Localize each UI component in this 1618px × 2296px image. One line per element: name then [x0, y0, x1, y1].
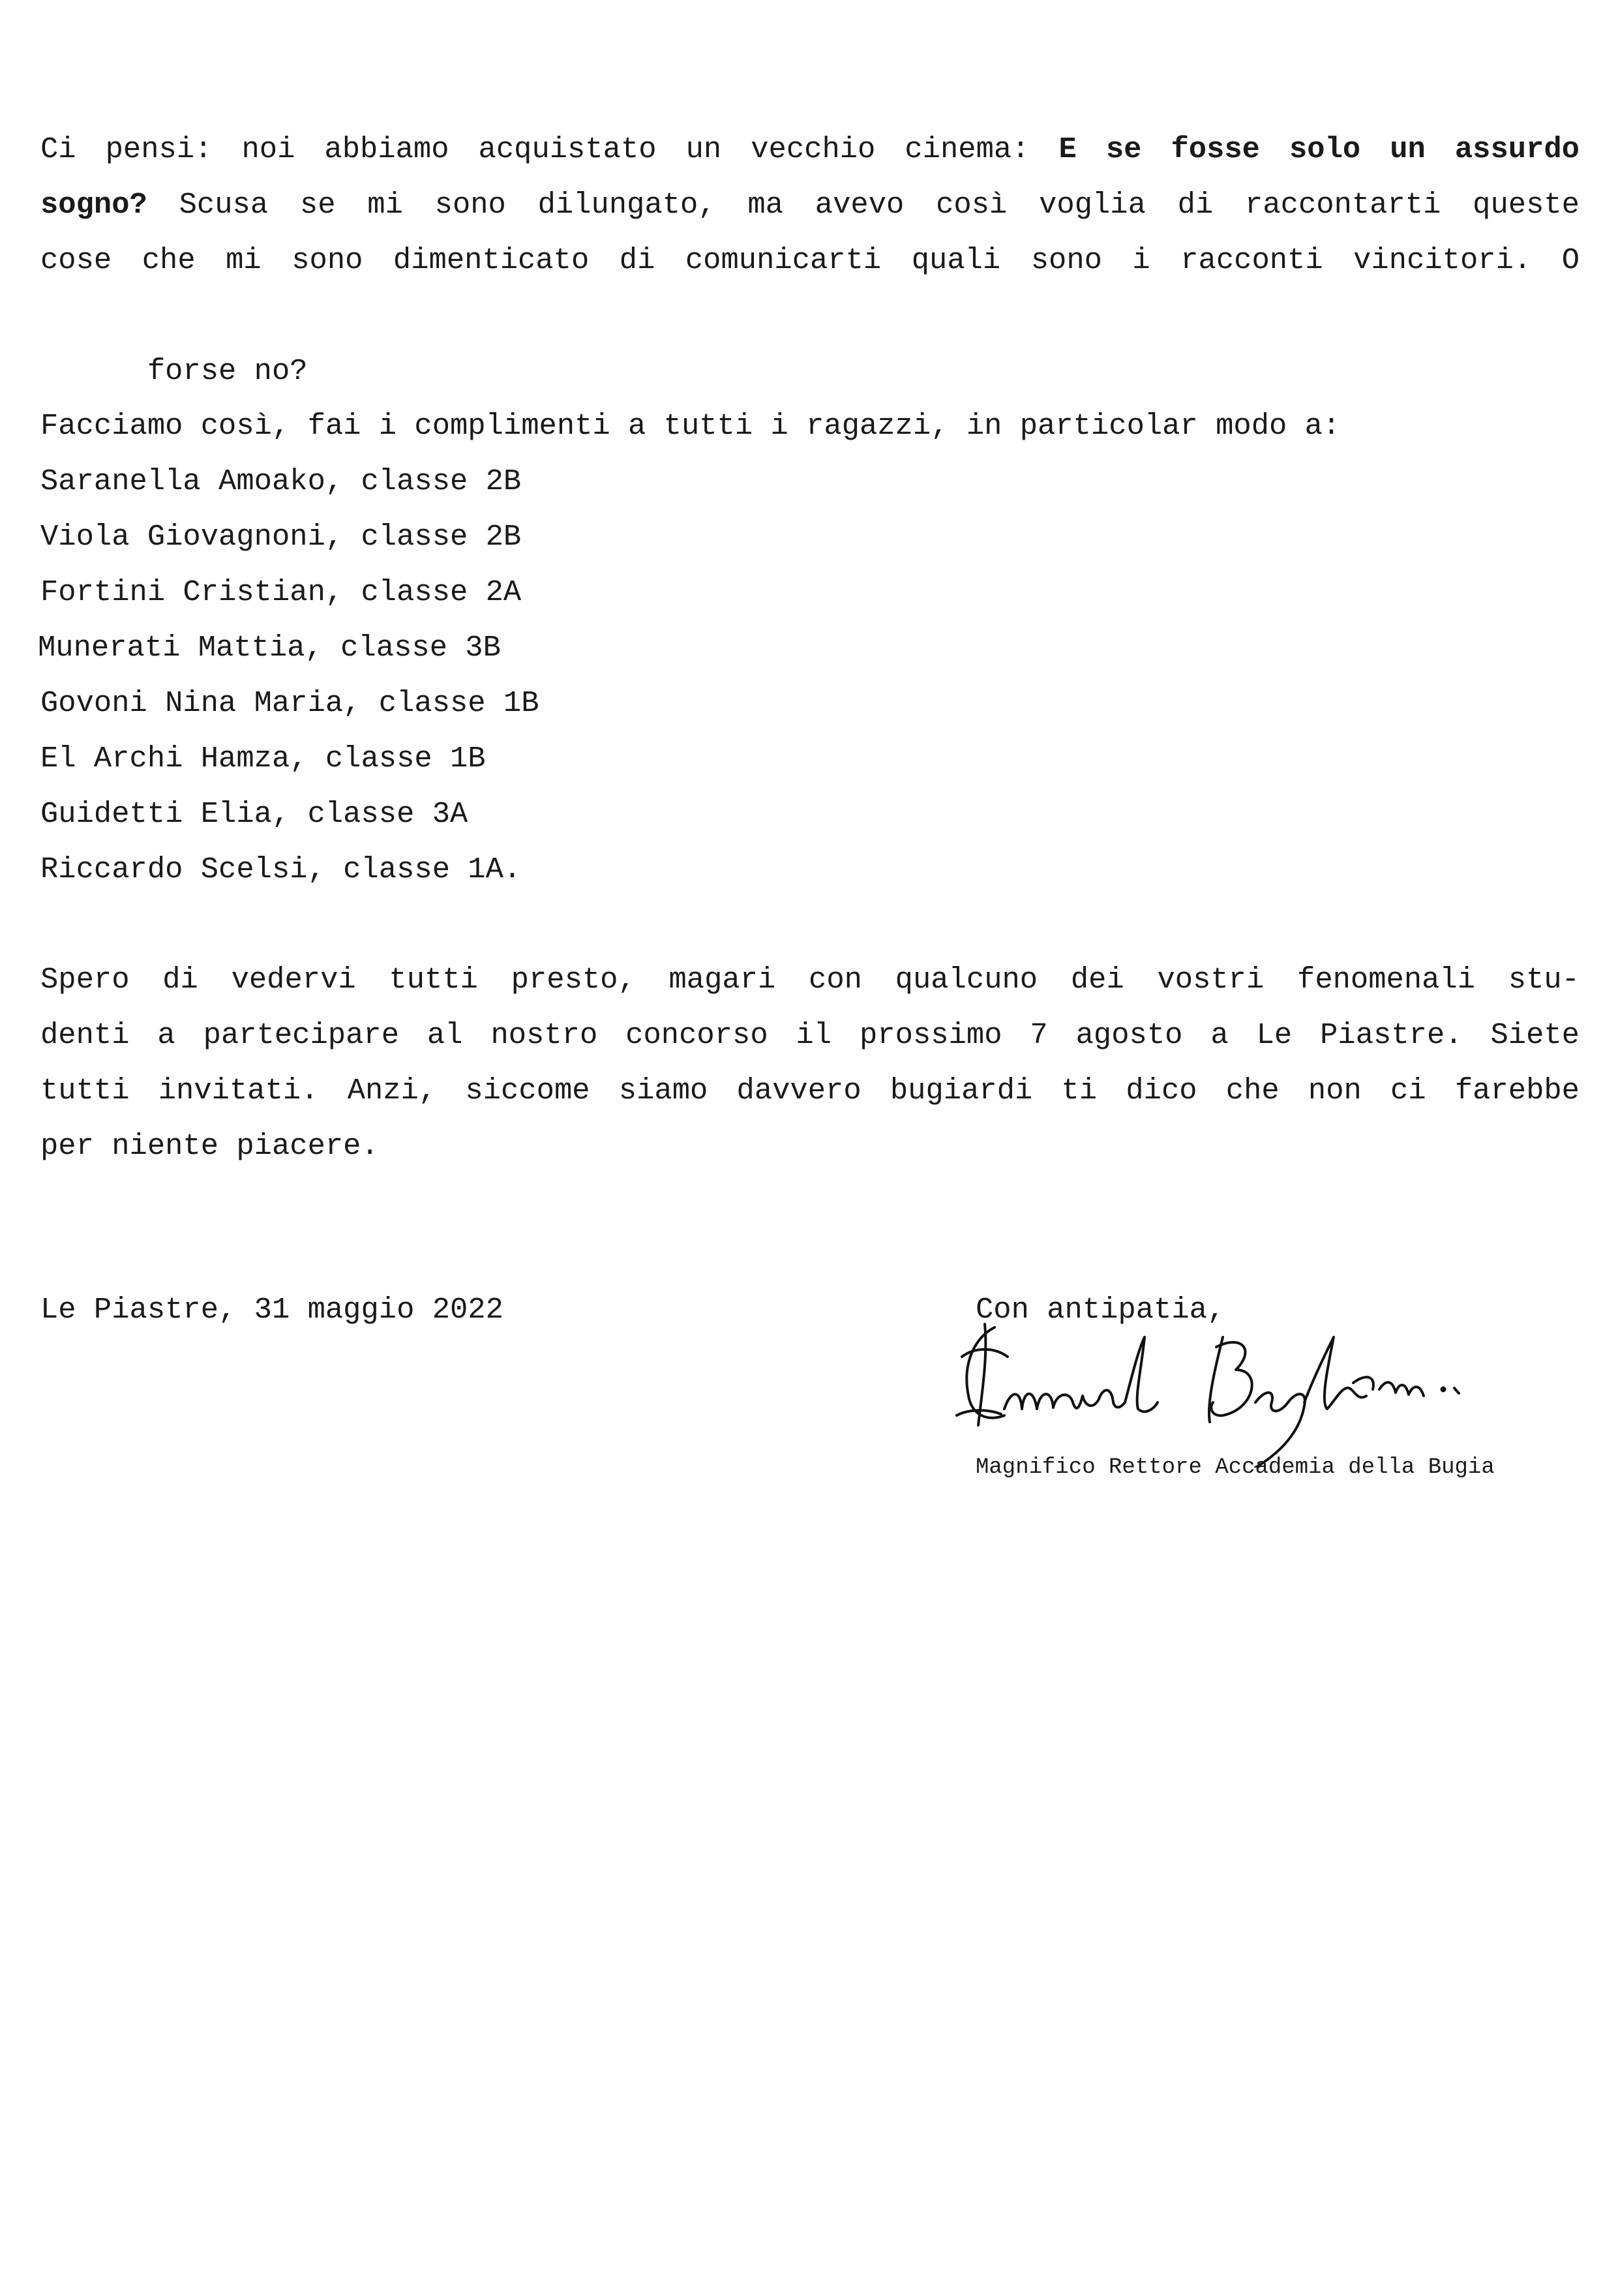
place-and-date: Le Piastre, 31 maggio 2022 [40, 1293, 503, 1327]
handwritten-signature [949, 1311, 1490, 1468]
paragraph-line [40, 122, 1580, 177]
winner-item: Viola Giovagnoni, classe 2B [40, 520, 522, 554]
winner-item: Riccardo Scelsi, classe 1A. [40, 853, 522, 886]
text-span: forse no? [147, 354, 308, 388]
paragraph-line [40, 177, 1580, 233]
closing-salutation: Con antipatia, [976, 1293, 1225, 1327]
paragraph-line: tutti invitati. Anzi, siccome siamo davvero bugiardi ti dico che non ci farebbe [40, 1074, 1580, 1108]
bold-text-span: E se fosse solo un assurdo [1058, 132, 1580, 166]
paragraph-closing-remarks [40, 952, 1580, 1174]
paragraph-line: per niente piacere. [40, 1129, 379, 1163]
text-span: Scusa se mi sono dilungato, ma avevo così voglia di raccontarti queste [147, 188, 1580, 222]
winner-item: Govoni Nina Maria, classe 1B [40, 686, 539, 720]
bold-text-span: sogno? [40, 188, 147, 222]
paragraph-line [40, 288, 1580, 388]
text-span: cose che mi sono dimenticato di comunicarti quali sono i racconti vincitori. O [40, 243, 1580, 277]
paragraph-line: Spero di vedervi tutti presto, magari con qualcuno dei vostri fenomenali stu- [40, 963, 1580, 997]
winner-item: Fortini Cristian, classe 2A [40, 575, 522, 609]
winner-item: Saranella Amoako, classe 2B [40, 464, 522, 498]
winners-list [40, 454, 1580, 898]
paragraph-line: denti a partecipare al nostro concorso il prossimo 7 agosto a Le Piastre. Siete [40, 1018, 1580, 1052]
winners-intro: Facciamo così, fai i complimenti a tutti i ragazzi, in particolar modo a: [40, 409, 1341, 443]
paragraph-intro [40, 122, 1580, 388]
paragraph-line [40, 233, 1580, 288]
winner-item: El Archi Hamza, classe 1B [40, 742, 486, 776]
winners-section [40, 399, 1580, 898]
text-span: Ci pensi: noi abbiamo acquistato un vecchio cinema: [40, 132, 1059, 166]
winner-item: Guidetti Elia, classe 3A [40, 797, 468, 831]
signer-title: Magnifico Rettore Accademia della Bugia [976, 1455, 1495, 1480]
winner-item: Munerati Mattia, classe 3B [38, 631, 501, 665]
